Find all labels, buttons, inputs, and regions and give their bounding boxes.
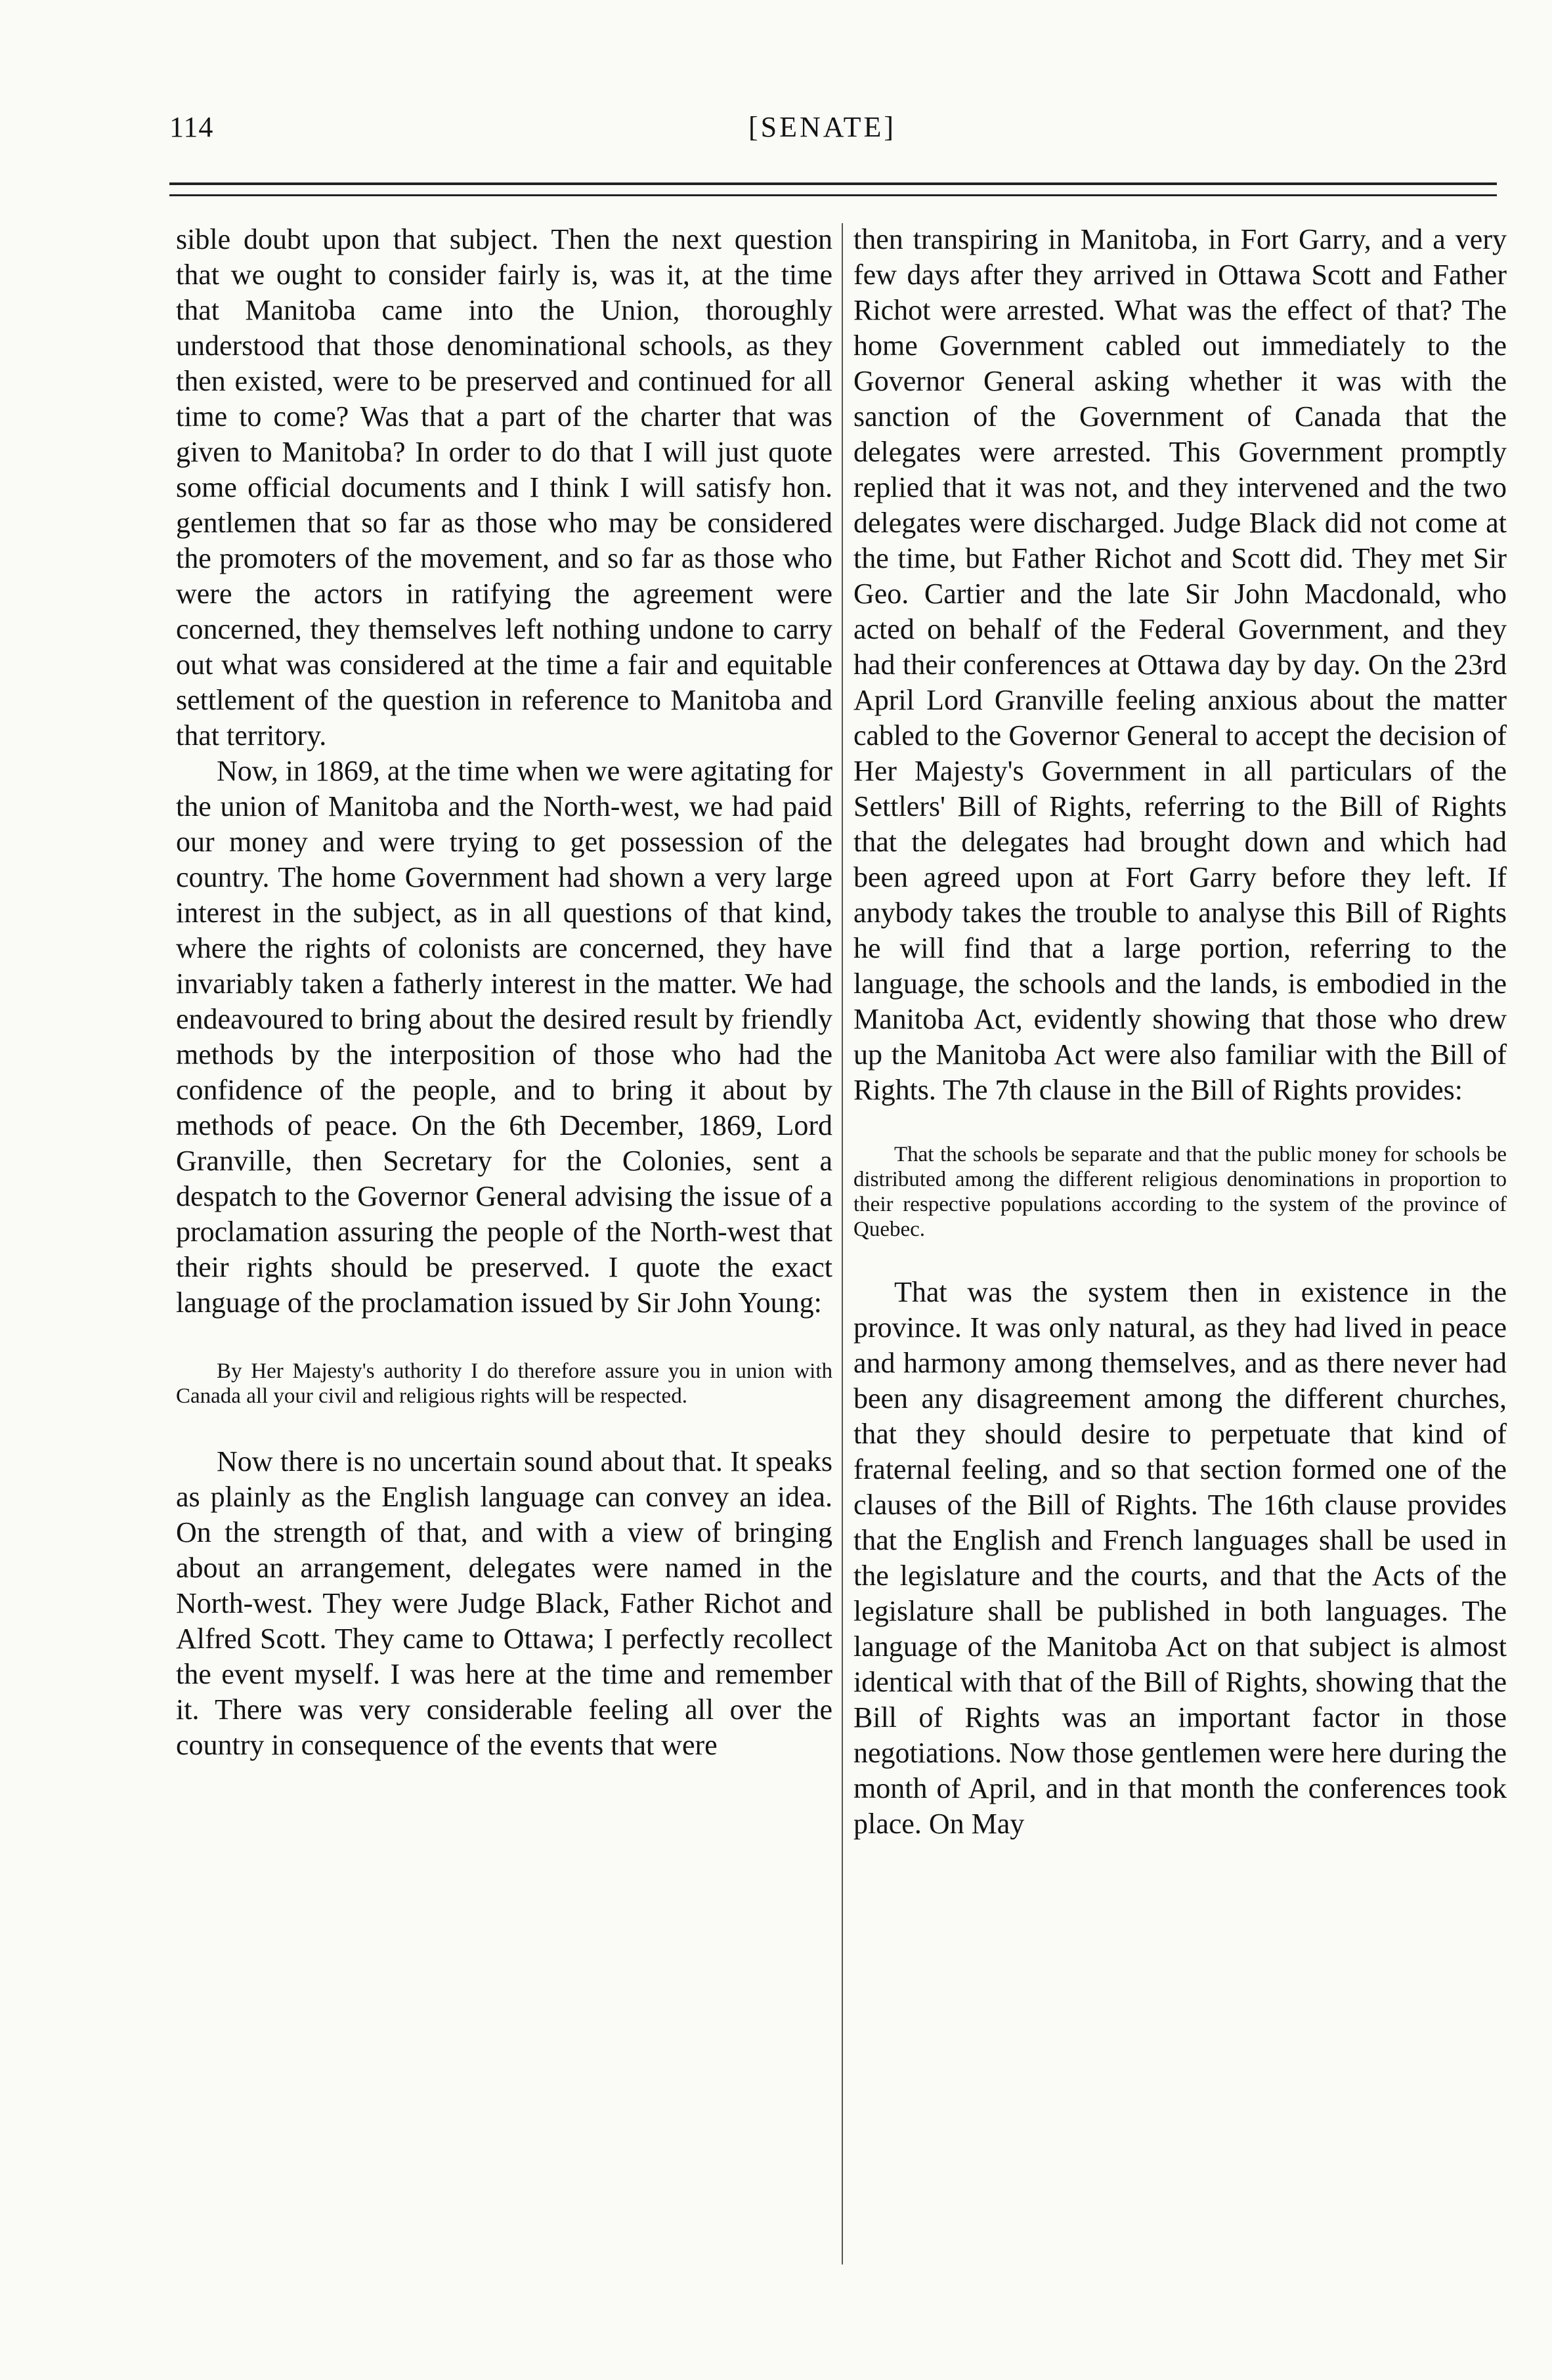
bill-of-rights-quote: That the schools be separate and that the public money for schools be distributed among the different religious denominations in proportion to their respective populations according to the system of the province of Quebec. — [853, 1143, 1507, 1241]
left-column — [176, 222, 832, 1763]
right-paragraph-1: then transpiring in Manitoba, in Fort Garry, and a very few days after they arrived in Ottawa Scott and Father Richot were arrested. What was the effect of that? The home Government cabled out immediately to the Governor General asking whether it was with the sanction of the Government of Canada that the delegates were arrested. This Government promptly replied that it was not, and they intervened and the two delegates were discharged. Judge Black did not come at the time, but Father Richot and Scott did. They met Sir Geo. Cartier and the late Sir John Macdonald, who acted on behalf of the Federal Government, and they had their conferences at Ottawa day by day. On the 23rd April Lord Granville feeling anxious about the matter cabled to the Governor General to accept the decision of Her Majesty's Government in all particulars of the Settlers' Bill of Rights, referring to the Bill of Rights that the delegates had brought down and which had been agreed upon at Fort Garry before they left. If anybody takes the trouble to analyse this Bill of Rights he will find that a large portion, referring to the language, the schools and the lands, is embodied in the Manitoba Act, evidently showing that those who drew up the Manitoba Act were also familiar with the Bill of Rights. The 7th clause in the Bill of Rights provides: — [853, 223, 1507, 1106]
header-rule-thick — [169, 182, 1497, 185]
left-paragraph-1: sible doubt upon that subject. Then the next question that we ought to consider fairly is, was it, at the time that Manitoba came into the Union, thoroughly understood that those denominational schools, as they then existed, were to be preserved and continued for all time to come? Was that a part of the charter that was given to Manitoba? In order to do that I will just quote some official documents and I think I will satisfy hon. gentlemen that so far as those who may be considered the promoters of the movement, and so far as those who were the actors in ratifying the agreement were concerned, they themselves left nothing undone to carry out what was considered at the time a fair and equitable settlement of the question in reference to Manitoba and that territory. — [176, 223, 832, 752]
header-rule-thin — [169, 194, 1497, 196]
column-divider — [842, 223, 843, 2264]
page-number: 114 — [169, 111, 214, 143]
right-paragraph-2: That was the system then in existence in the province. It was only natural, as they had lived in peace and harmony among themselves, and as there never had been any disagreement among the different churches, that they should desire to perpetuate that kind of fraternal feeling, and so that section formed one of the clauses of the Bill of Rights. The 16th clause provides that the English and French languages shall be used in the legislature and the courts, and that the Acts of the legislature shall be published in both languages. The language of the Manitoba Act on that subject is almost identical with that of the Bill of Rights, showing that the Bill of Rights was an important factor in those negotiations. Now those gentlemen were here during the month of April, and in that month the conferences took place. On May — [853, 1276, 1507, 1840]
proclamation-quote: By Her Majesty's authority I do therefore assure you in union with Canada all your civil and religious rights will be respected. — [176, 1359, 832, 1408]
running-head: [SENATE] — [748, 111, 897, 143]
left-paragraph-2: Now, in 1869, at the time when we were agitating for the union of Manitoba and the North-west, we had paid our money and were trying to get possession of the country. The home Government had shown a very large interest in the subject, as in all questions of that kind, where the rights of colonists are concerned, they have invariably taken a fatherly interest in the matter. We had endeavoured to bring about the desired result by friendly methods by the interposition of those who had the confidence of the people, and to bring it about by methods of peace. On the 6th December, 1869, Lord Granville, then Secretary for the Colonies, sent a despatch to the Governor General advising the issue of a proclamation assuring the people of the North-west that their rights should be preserved. I quote the exact language of the proclamation issued by Sir John Young: — [176, 755, 832, 1319]
right-column — [853, 222, 1507, 1842]
left-paragraph-3: Now there is no uncertain sound about that. It speaks as plainly as the English language can convey an idea. On the strength of that, and with a view of bringing about an arrangement, delegates were named in the North-west. They were Judge Black, Father Richot and Alfred Scott. They came to Ottawa; I perfectly recollect the event myself. I was here at the time and remember it. There was very considerable feeling all over the country in consequence of the events that were — [176, 1445, 832, 1761]
